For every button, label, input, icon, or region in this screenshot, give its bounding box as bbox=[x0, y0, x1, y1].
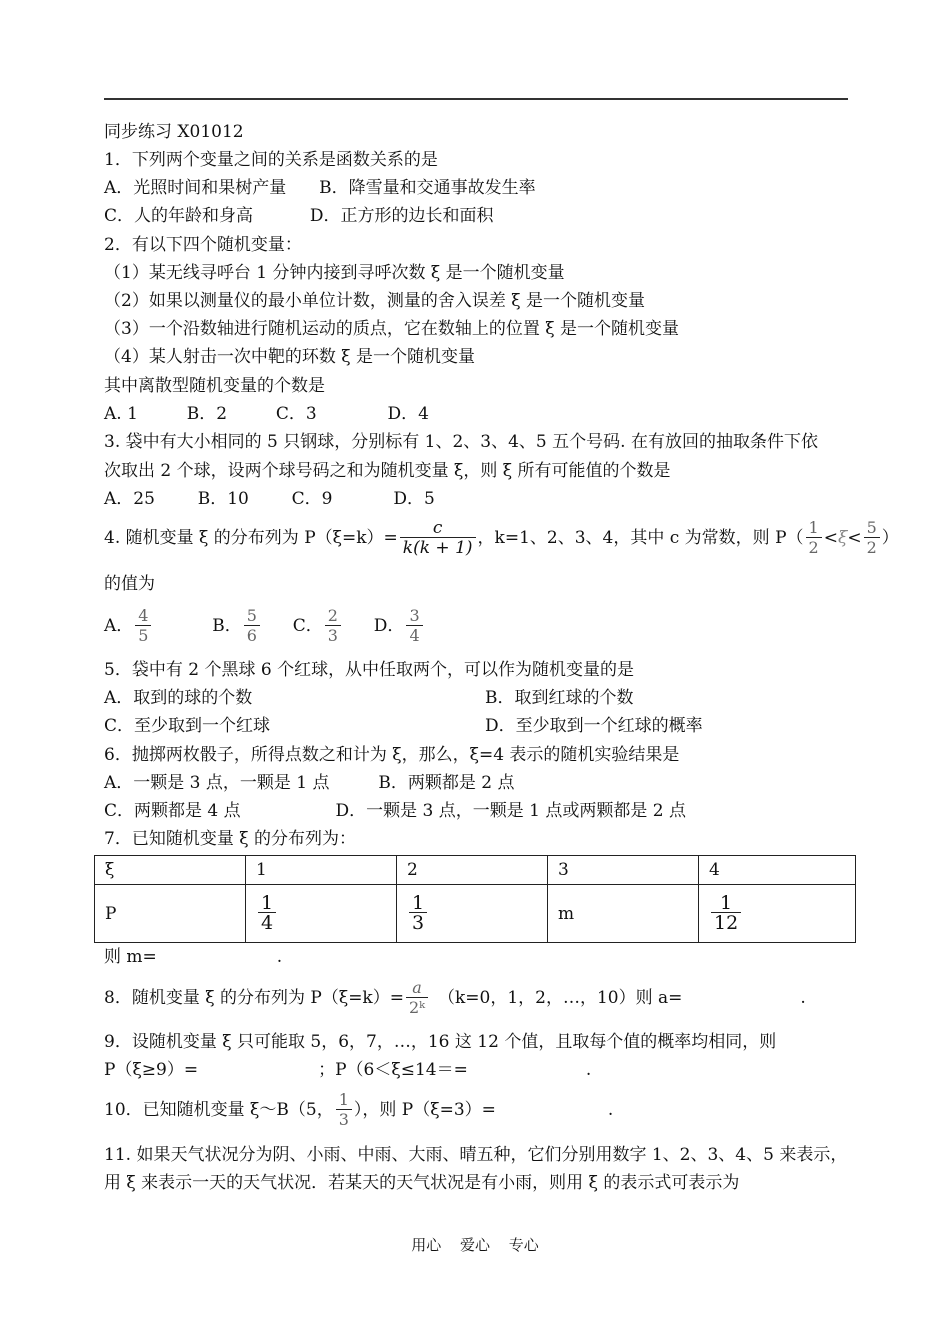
q5-option-c: C．至少取到一个红球 bbox=[104, 716, 271, 736]
q3-option-d: D．5 bbox=[393, 489, 435, 509]
q2-option-c: C．3 bbox=[275, 404, 317, 424]
q3-options bbox=[104, 488, 435, 510]
table-cell: m bbox=[548, 885, 699, 943]
q10-fraction: $\frac{1}{3}$ bbox=[336, 1091, 352, 1130]
q4-part1: 4. 随机变量 ξ 的分布列为 P（ξ=k）= bbox=[104, 528, 398, 548]
q4-line2: 的值为 bbox=[104, 574, 155, 594]
q2-option-a: A. 1 bbox=[104, 404, 138, 424]
table-cell: 4 bbox=[699, 856, 856, 885]
q3-line1: 3. 袋中有大小相同的 5 只钢球，分别标有 1、2、3、4、5 五个号码. 在有放回的抽取条件下依 bbox=[104, 432, 818, 452]
q4-option-a-frac: $\frac{4}{5}$ bbox=[135, 607, 151, 646]
table-cell: $\frac{1}{12}$ bbox=[699, 885, 856, 943]
q1-option-a: A．光照时间和果树产量 bbox=[104, 178, 287, 198]
table-cell: 2 bbox=[397, 856, 548, 885]
q4-frac-num: c bbox=[432, 518, 443, 538]
q1-option-c: C．人的年龄和身高 bbox=[104, 206, 254, 226]
q4-options bbox=[104, 603, 425, 649]
table-cell: $\frac{1}{4}$ bbox=[246, 885, 397, 943]
q4-option-b-frac: $\frac{5}{6}$ bbox=[244, 607, 260, 646]
q4-frac-den: k(k + 1) bbox=[400, 537, 476, 558]
q4-half-num: 1 bbox=[808, 518, 819, 537]
q4-half bbox=[806, 519, 822, 558]
q5-option-d: D．至少取到一个红球的概率 bbox=[485, 716, 703, 736]
q4-half-den: 2 bbox=[806, 537, 822, 558]
q4-lt2: < bbox=[847, 528, 862, 548]
q6-option-c: C．两颗都是 4 点 bbox=[104, 801, 241, 821]
q8-fraction: $\frac{a}{\text{2ᵏ}}$ bbox=[406, 979, 428, 1018]
table-cell: P bbox=[95, 885, 246, 943]
q2-stem: 2．有以下四个随机变量： bbox=[104, 235, 302, 255]
q2-question: 其中离散型随机变量的个数是 bbox=[104, 376, 325, 396]
table-cell: $\frac{1}{3}$ bbox=[397, 885, 548, 943]
q11-line2: 用 ξ 来表示一天的天气状况．若某天的天气状况是有小雨，则用 ξ 的表示式可表示为 bbox=[104, 1173, 740, 1193]
q5-option-b: B．取到红球的个数 bbox=[485, 688, 634, 708]
q2-option-d: D．4 bbox=[387, 404, 429, 424]
q5-stem: 5．袋中有 2 个黑球 6 个红球，从中任取两个，可以作为随机变量的是 bbox=[104, 660, 635, 680]
q4-option-d-frac: $\frac{3}{4}$ bbox=[406, 607, 422, 646]
q3-option-a: A．25 bbox=[104, 489, 155, 509]
q6-option-a: A．一颗是 3 点，一颗是 1 点 bbox=[104, 773, 330, 793]
q9-line2: P（ξ≥9）= ；P（6＜ξ≤14＝= . bbox=[104, 1060, 592, 1080]
table-row-p bbox=[95, 885, 856, 943]
q6-option-d: D．一颗是 3 点，一颗是 1 点或两颗都是 2 点 bbox=[335, 801, 686, 821]
q2-item-1: （1）某无线寻呼台 1 分钟内接到寻呼次数 ξ 是一个随机变量 bbox=[104, 263, 565, 283]
q4-option-c-frac: $\frac{2}{3}$ bbox=[325, 607, 341, 646]
q6-stem: 6．抛掷两枚骰子，所得点数之和计为 ξ，那么，ξ=4 表示的随机实验结果是 bbox=[104, 745, 680, 765]
q3-option-c: C．9 bbox=[291, 489, 333, 509]
q3-line2: 次取出 2 个球，设两个球号码之和为随机变量 ξ，则 ξ 所有可能值的个数是 bbox=[104, 461, 671, 481]
q4-line1 bbox=[104, 516, 899, 560]
q1-options-ab bbox=[104, 177, 536, 199]
q1-option-d: D．正方形的边长和面积 bbox=[309, 206, 494, 226]
table-row-xi bbox=[95, 856, 856, 885]
header-rule bbox=[104, 98, 848, 100]
q2-option-b: B．2 bbox=[186, 404, 228, 424]
q10-line: 10．已知随机变量 ξ～B（5， $\frac{1}{3}$ ），则 P（ξ=3）= . bbox=[104, 1090, 614, 1129]
q4-five-half-den: 2 bbox=[864, 537, 880, 558]
q4-xi: ξ bbox=[837, 528, 848, 548]
doc-title: 同步练习 X01012 bbox=[104, 122, 244, 142]
table-cell: ξ bbox=[95, 856, 246, 885]
page-footer: 用心 爱心 专心 bbox=[411, 1236, 539, 1254]
q4-lt1: < bbox=[823, 528, 838, 548]
q2-item-2: （2）如果以测量仪的最小单位计数，测量的舍入误差 ξ 是一个随机变量 bbox=[104, 291, 645, 311]
q6-option-b: B．两颗都是 2 点 bbox=[378, 773, 515, 793]
q4-five-half bbox=[864, 519, 880, 558]
table-cell: 1 bbox=[246, 856, 397, 885]
q4-part3: ） bbox=[881, 528, 899, 548]
q2-item-3: （3）一个沿数轴进行随机运动的质点，它在数轴上的位置 ξ 是一个随机变量 bbox=[104, 319, 679, 339]
q4-fraction bbox=[400, 519, 476, 558]
q4-five-half-num: 5 bbox=[866, 518, 877, 537]
q6-options-ab bbox=[104, 772, 514, 794]
q1-option-b: B．降雪量和交通事故发生率 bbox=[319, 178, 536, 198]
q5-option-a: A．取到的球的个数 bbox=[104, 688, 253, 708]
q8-line: 8．随机变量 ξ 的分布列为 P（ξ=k）= $\frac{a}{\text{2ᵏ}}$ （k=0，1，2，…，10）则 a= . bbox=[104, 978, 806, 1017]
q7-stem: 7．已知随机变量 ξ 的分布列为： bbox=[104, 829, 356, 849]
q4-option-b-label: B． bbox=[212, 616, 242, 636]
q11-line1: 11. 如果天气状况分为阴、小雨、中雨、大雨、晴五种，它们分别用数字 1、2、3、4、5 来表示， bbox=[104, 1145, 848, 1165]
q1-stem: 1．下列两个变量之间的关系是函数关系的是 bbox=[104, 150, 438, 170]
distribution-table bbox=[94, 855, 856, 943]
q7-answer: 则 m= . bbox=[104, 947, 283, 967]
q2-options bbox=[104, 403, 429, 425]
q4-option-d-label: D． bbox=[373, 616, 405, 636]
q1-options-cd bbox=[104, 205, 493, 227]
q2-item-4: （4）某人射击一次中靶的环数 ξ 是一个随机变量 bbox=[104, 347, 475, 367]
q6-options-cd bbox=[104, 800, 686, 822]
q4-part2: ，k=1、2、3、4，其中 c 为常数，则 P（ bbox=[477, 528, 804, 548]
table-cell: 3 bbox=[548, 856, 699, 885]
q4-option-c-label: C． bbox=[292, 616, 323, 636]
q9-line1: 9．设随机变量 ξ 只可能取 5，6，7，…，16 这 12 个值，且取每个值的概率均相同，则 bbox=[104, 1032, 777, 1052]
q3-option-b: B．10 bbox=[197, 489, 249, 509]
q4-option-a-label: A． bbox=[104, 616, 134, 636]
